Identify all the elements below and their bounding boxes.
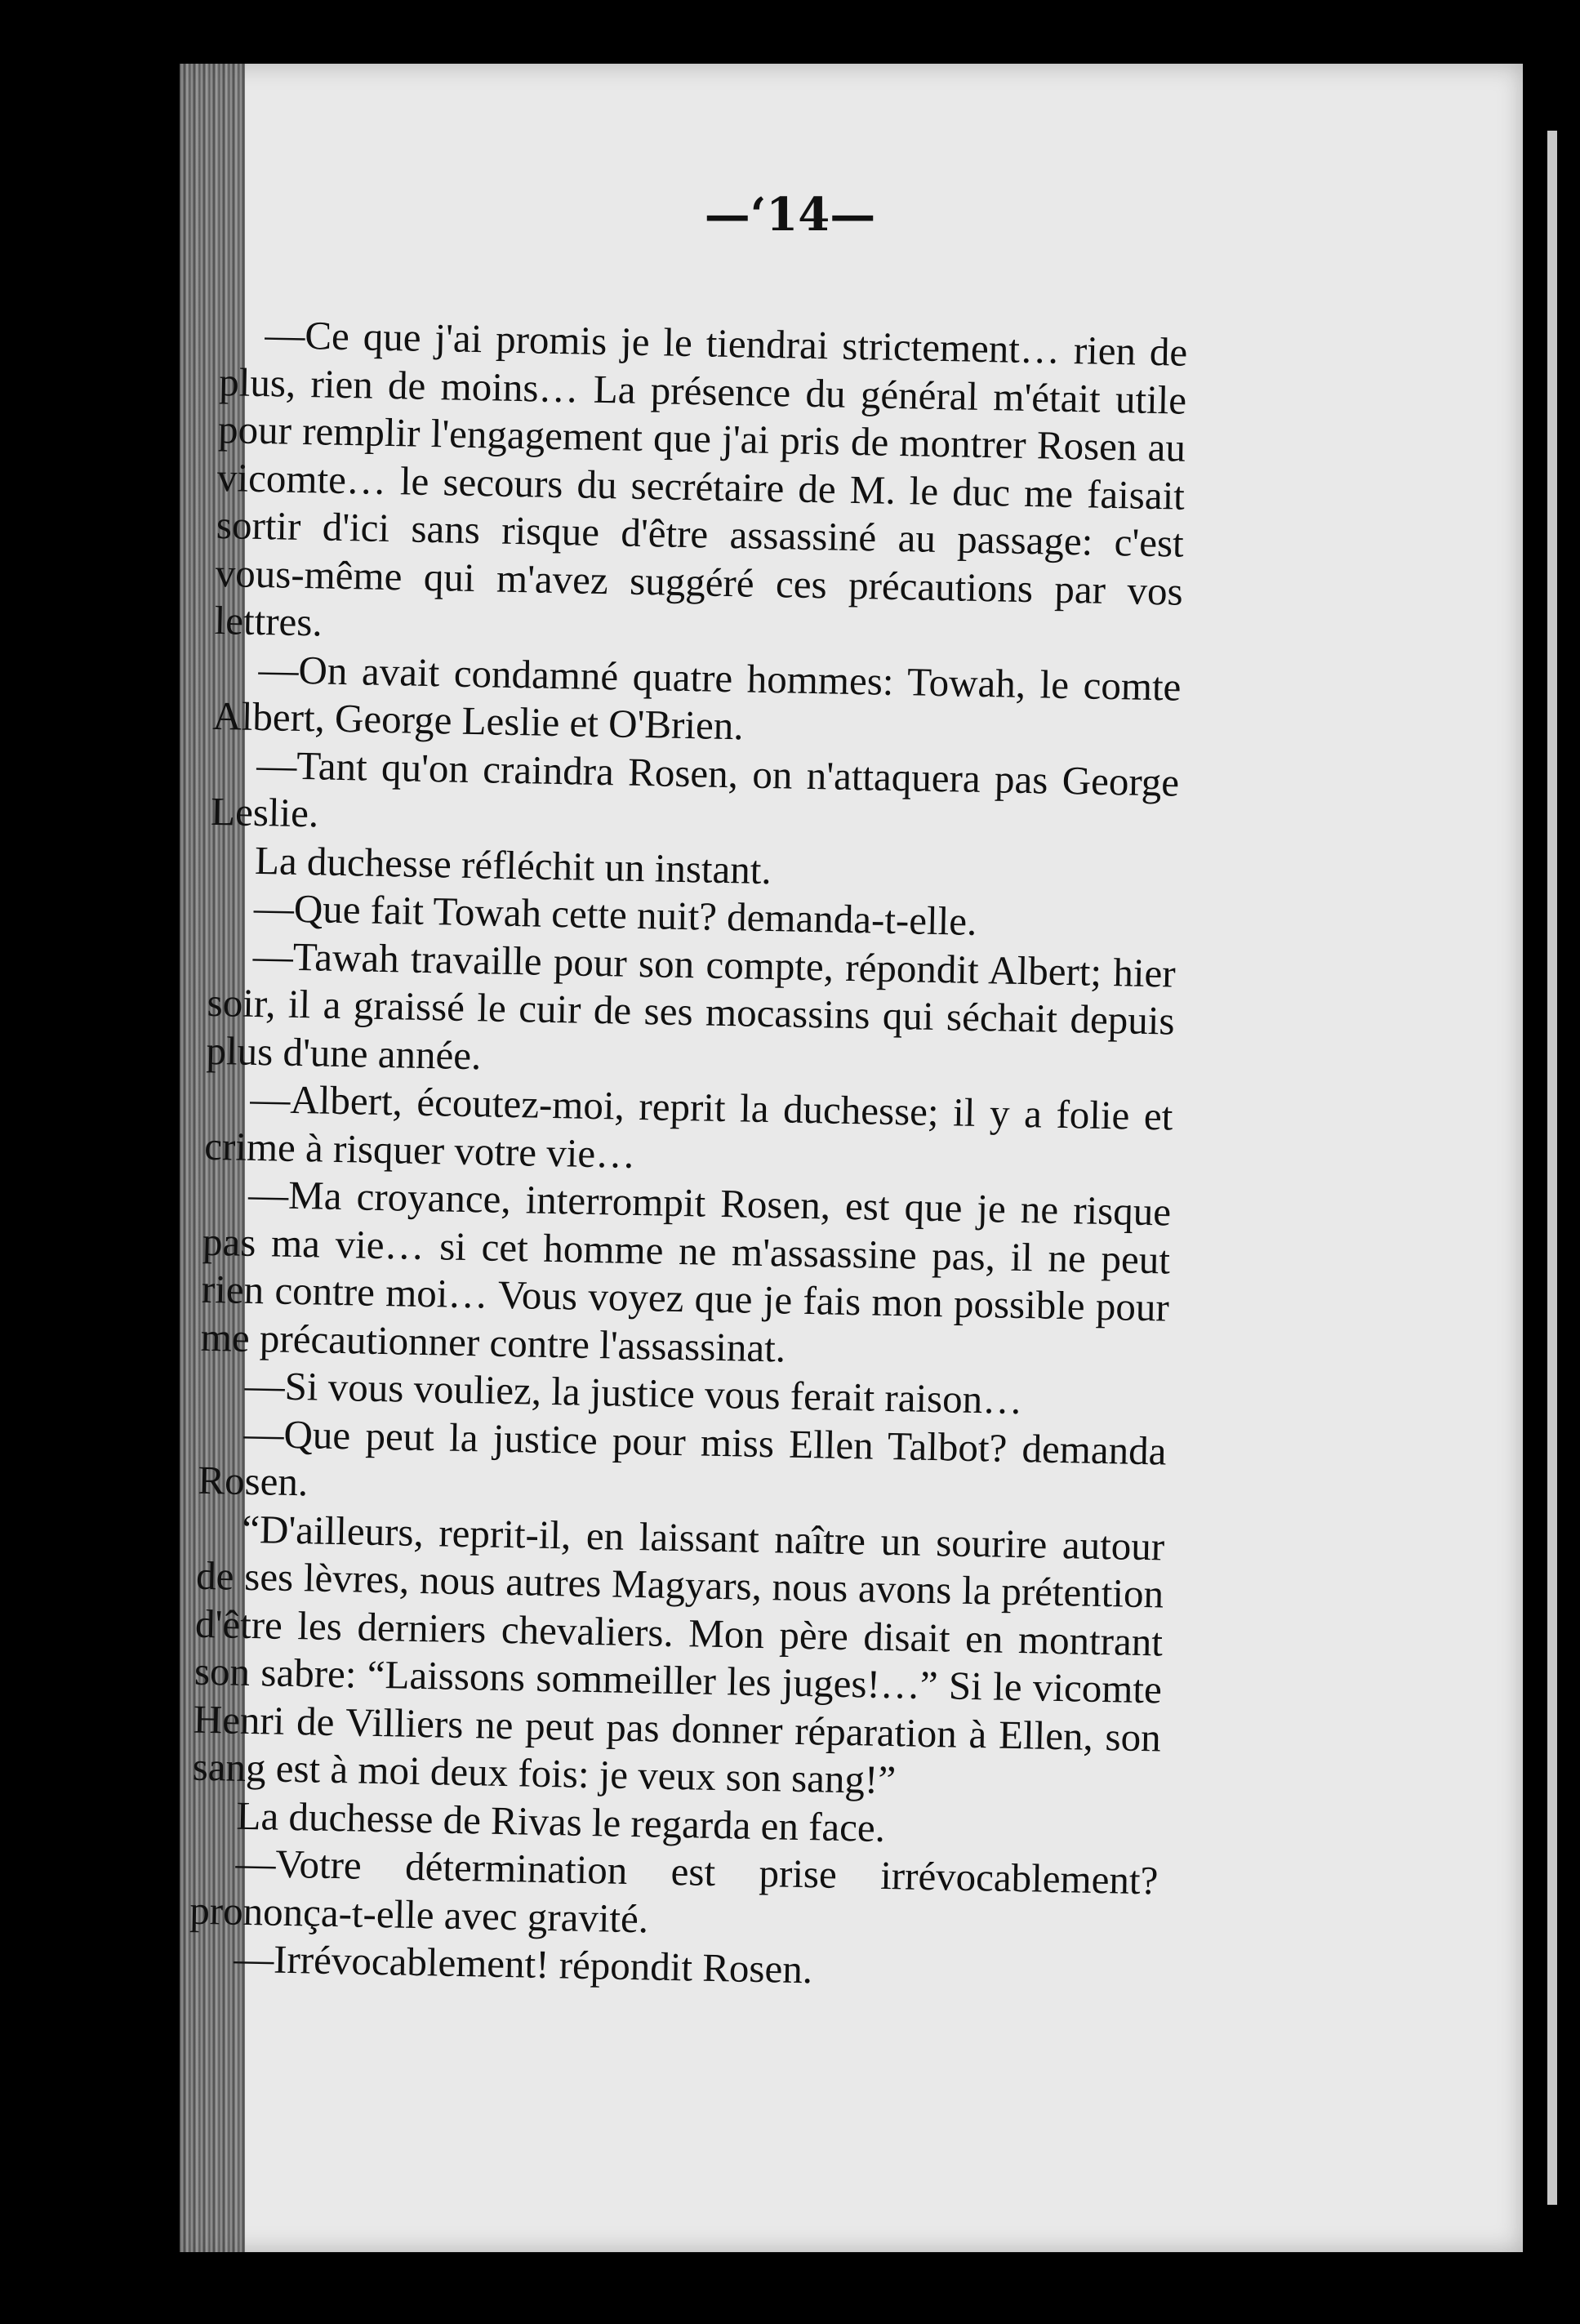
paragraph: —Tawah travaille pour son compte, répondit Albert; hier soir, il a graissé le cuir de ses mocassins qui séchait depuis plus d'une année. xyxy=(206,933,1177,1078)
body-text xyxy=(189,310,1188,2001)
paragraph: La duchesse de Rivas le regarda en face. xyxy=(236,1792,886,1850)
paragraph: —Votre détermination est prise irrévocablement? prononça-t-elle avec gravité. xyxy=(189,1840,1159,1941)
paragraph: —Que peut la justice pour miss Ellen Talbot? demanda Rosen. xyxy=(197,1410,1167,1505)
next-page-edge xyxy=(1547,131,1557,2205)
paragraph: —Que fait Towah cette nuit? demanda-t-elle. xyxy=(253,884,977,944)
paragraph: La duchesse réfléchit un instant. xyxy=(254,837,772,893)
paragraph: —Si vous vouliez, la justice vous ferait raison… xyxy=(244,1362,1023,1423)
paragraph: —Albert, écoutez-moi, reprit la duchesse; il y a folie et crime à risquer votre vie… xyxy=(203,1075,1173,1177)
paragraph: “D'ailleurs, reprit-il, en laissant naître un sourire autour de ses lèvres, nous autres Magyars, nous avons la prétention d'être les derniers chevaliers. Mon père disait en montrant son sabre: “Laissons sommeiller les juges!…” Si le vicomte Henri de Villiers ne peut pas donner réparation à Ellen, son sang est à moi deux fois: je veux son sang!” xyxy=(192,1506,1165,1803)
paragraph: —On avait condamné quatre hommes: Towah, le comte Albert, George Leslie et O'Brien. xyxy=(211,646,1182,749)
page-number: —ʻ14— xyxy=(704,188,876,242)
paragraph: —Tant qu'on craindra Rosen, on n'attaquera pas George Leslie. xyxy=(210,741,1180,836)
paragraph: —Ce que j'ai promis je le tiendrai strictement… rien de plus, rien de moins… La présence du général m'était utile pour remplir l'engagement que j'ai pris de montrer Rosen au vicomte… le secours du secrétaire de M. le duc me faisait sortir d'ici sans risque d'être assassiné au passage: c'est vous-même qui m'avez suggéré ces précautions par vos lettres. xyxy=(214,312,1188,645)
paragraph: —Ma croyance, interrompit Rosen, est que je ne risque pas ma vie… si cet homme ne m'assassine pas, il ne peut rien contre moi… Vous voyez que je fais mon possible pour me précautionner contre l'assassinat. xyxy=(200,1171,1172,1371)
paragraph: —Irrévocablement! répondit Rosen. xyxy=(233,1935,813,1992)
